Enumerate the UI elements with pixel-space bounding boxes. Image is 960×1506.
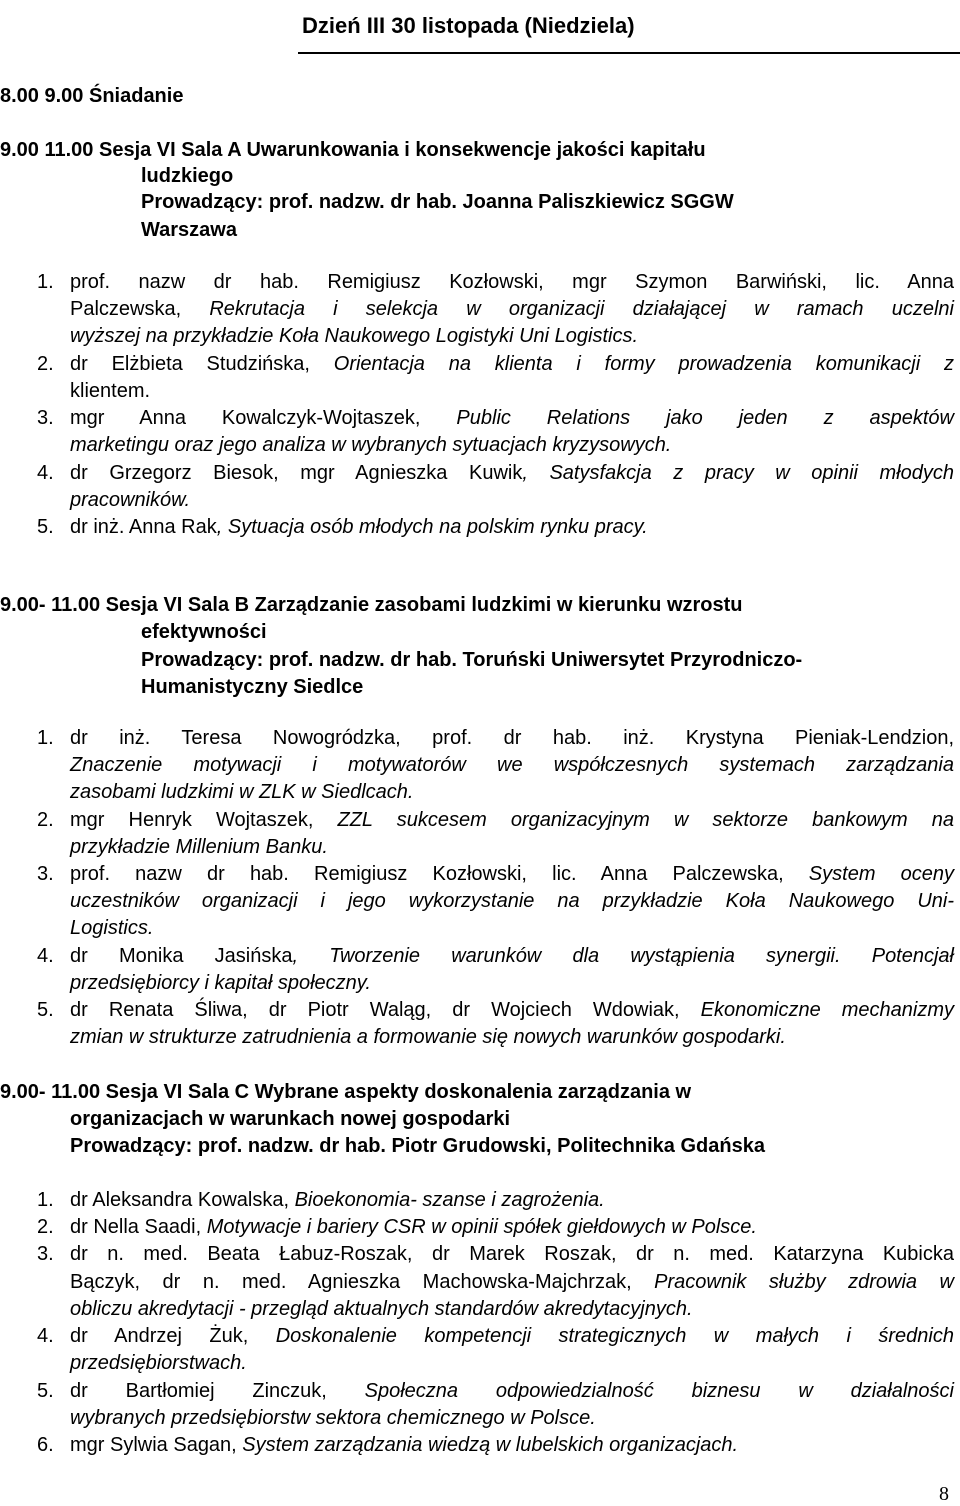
list-item-number: 5.	[37, 999, 54, 1021]
list-item-number: 3.	[37, 863, 54, 885]
list-item-number: 1.	[37, 727, 54, 749]
session-a-chair: Prowadzący: prof. nadzw. dr hab. Joanna Paliszkiewicz SGGW	[141, 191, 734, 213]
list-item-title: Społeczna odpowiedzialność biznesu w działalności	[326, 1380, 954, 1402]
list-item-title: wyższej na przykładzie Koła Naukowego Logistyki Uni Logistics.	[70, 325, 639, 347]
list-item-number: 4.	[37, 945, 54, 967]
list-item-authors: dr Grzegorz Biesok, mgr Agnieszka Kuwik	[70, 462, 523, 484]
list-item-title: Bioekonomia- szanse i zagrożenia.	[289, 1189, 605, 1211]
session-a-chair-cont: Warszawa	[141, 219, 237, 241]
list-item-title: zasobami ludzkimi w ZLK w Siedlcach.	[70, 781, 414, 803]
breakfast-line	[0, 84, 183, 108]
day-header	[298, 0, 960, 54]
day-title: Dzień III 30 listopada (Niedziela)	[302, 13, 635, 38]
list-item-authors: dr Bartłomiej Zinczuk,	[70, 1380, 327, 1402]
list-item-title: Orientacja na klienta i formy prowadzenia komunikacji z	[309, 353, 955, 375]
page-number: 8	[939, 1483, 949, 1505]
list-item-title: , Sytuacja osób młodych na polskim rynku pracy.	[216, 516, 648, 538]
list-item-authors: dr Elżbieta Studzińska,	[70, 353, 310, 375]
list-item-number: 3.	[37, 407, 54, 429]
list-item-title: uczestników organizacji i jego wykorzystanie na przykładzie Koła Naukowego Uni-	[70, 890, 954, 912]
list-item-title: klientem.	[70, 380, 151, 402]
list-item-number: 2.	[37, 1216, 54, 1238]
list-item	[70, 1270, 954, 1294]
list-item	[70, 808, 954, 832]
list-item	[70, 406, 954, 430]
list-item-title: Public Relations jako jeden z aspektów	[420, 407, 954, 429]
list-item-number: 4.	[37, 462, 54, 484]
session-b-chair-cont: Humanistyczny Siedlce	[141, 676, 364, 698]
list-item-title: System oceny	[783, 863, 955, 885]
list-item-authors: dr Monika Jasińska	[70, 945, 293, 967]
list-item-authors: mgr Sylwia Sagan,	[70, 1434, 237, 1456]
list-item-number: 4.	[37, 1325, 54, 1347]
list-item	[70, 461, 954, 485]
list-item-title: przykładzie Millenium Banku.	[70, 836, 328, 858]
list-item	[70, 352, 954, 376]
list-item-title: Ekonomiczne mechanizmy	[679, 999, 955, 1021]
session-c-title-cont: organizacjach w warunkach nowej gospodarki	[70, 1108, 511, 1130]
list-item-authors: prof. nazw dr hab. Remigiusz Kozłowski, lic. Anna Palczewska,	[70, 863, 784, 885]
list-item	[70, 1324, 954, 1348]
list-item-number: 1.	[37, 1189, 54, 1211]
list-item-authors: dr Renata Śliwa, dr Piotr Waląg, dr Wojciech Wdowiak,	[70, 999, 680, 1021]
breakfast-label: Śniadanie	[88, 85, 184, 107]
list-item-title: Motywacje i bariery CSR w opinii spółek giełdowych w Polsce.	[201, 1216, 757, 1238]
list-item	[70, 1433, 738, 1457]
list-item-authors: dr Aleksandra Kowalska,	[70, 1189, 290, 1211]
list-item	[70, 515, 648, 539]
list-item-title: wybranych przedsiębiorstw sektora chemicznego w Polsce.	[70, 1407, 596, 1429]
list-item-number: 5.	[37, 516, 54, 538]
list-item-authors: dr Nella Saadi,	[70, 1216, 202, 1238]
list-item-title: zmian w strukturze zatrudnienia a formowanie się nowych warunków gospodarki.	[70, 1026, 786, 1048]
list-item-title: Doskonalenie kompetencji strategicznych w małych i średnich	[248, 1325, 954, 1347]
list-item-title: przedsiębiorstwach.	[70, 1352, 247, 1374]
list-item	[70, 1188, 605, 1212]
list-item-title: Znaczenie motywacji i motywatorów we współczesnych systemach zarządzania	[70, 754, 954, 776]
list-item-authors: Palczewska,	[70, 298, 182, 320]
list-item-title: Rekrutacja i selekcja w organizacji działającej w ramach uczelni	[181, 298, 954, 320]
list-item-title: ZZL sukcesem organizacyjnym w sektorze bankowym na	[313, 809, 955, 831]
list-item-number: 5.	[37, 1380, 54, 1402]
session-c-chair: Prowadzący: prof. nadzw. dr hab. Piotr Grudowski, Politechnika Gdańska	[70, 1135, 765, 1157]
list-item-number: 1.	[37, 271, 54, 293]
list-item-authors: mgr Henryk Wojtaszek,	[70, 809, 314, 831]
list-item-title: przedsiębiorcy i kapitał społeczny.	[70, 972, 371, 994]
list-item	[70, 998, 954, 1022]
list-item-title: Pracownik służby zdrowia w	[631, 1271, 954, 1293]
list-item-authors: dr inż. Teresa Nowogródzka, prof. dr hab. inż. Krystyna Pieniak-Lendzion,	[70, 727, 954, 749]
list-item-authors: mgr Anna Kowalczyk-Wojtaszek,	[70, 407, 421, 429]
list-item-number: 2.	[37, 809, 54, 831]
session-c-title: 9.00- 11.00 Sesja VI Sala C Wybrane aspekty doskonalenia zarządzania w	[0, 1081, 692, 1103]
list-item-title: System zarządzania wiedzą w lubelskich organizacjach.	[236, 1434, 739, 1456]
session-a-title: 9.00 11.00 Sesja VI Sala A Uwarunkowania i konsekwencje jakości kapitału	[0, 139, 706, 161]
list-item-number: 2.	[37, 353, 54, 375]
session-a-title-cont: ludzkiego	[141, 165, 234, 187]
list-item	[70, 944, 954, 968]
list-item-number: 3.	[37, 1243, 54, 1265]
list-item-title: pracowników.	[70, 489, 191, 511]
list-item-title: Logistics.	[70, 917, 154, 939]
session-b-title-cont: efektywności	[141, 621, 267, 643]
list-item	[70, 862, 954, 886]
list-item-authors: dr inż. Anna Rak	[70, 516, 217, 538]
breakfast-time: 8.00 9.00	[0, 85, 84, 107]
list-item-title: , Satysfakcja z pracy w opinii młodych	[522, 462, 954, 484]
list-item-title: obliczu akredytacji - przegląd aktualnych standardów akredytacyjnych.	[70, 1298, 693, 1320]
list-item-number: 6.	[37, 1434, 54, 1456]
session-b-chair: Prowadzący: prof. nadzw. dr hab. Toruński Uniwersytet Przyrodniczo-	[141, 649, 803, 671]
session-b-title: 9.00- 11.00 Sesja VI Sala B Zarządzanie zasobami ludzkimi w kierunku wzrostu	[0, 594, 743, 616]
list-item-title: , Tworzenie warunków dla wystąpienia synergii. Potencjał	[292, 945, 954, 967]
list-item-authors: dr Andrzej Żuk,	[70, 1325, 249, 1347]
list-item	[70, 297, 954, 321]
list-item	[70, 1379, 954, 1403]
list-item-authors: prof. nazw dr hab. Remigiusz Kozłowski, mgr Szymon Barwiński, lic. Anna	[70, 271, 954, 293]
list-item	[70, 1215, 757, 1239]
list-item-authors: dr n. med. Beata Łabuz-Roszak, dr Marek Roszak, dr n. med. Katarzyna Kubicka	[70, 1243, 954, 1265]
list-item-title: marketingu oraz jego analiza w wybranych sytuacjach kryzysowych.	[70, 434, 672, 456]
list-item-authors: Bączyk, dr n. med. Agnieszka Machowska-Majchrzak,	[70, 1271, 632, 1293]
